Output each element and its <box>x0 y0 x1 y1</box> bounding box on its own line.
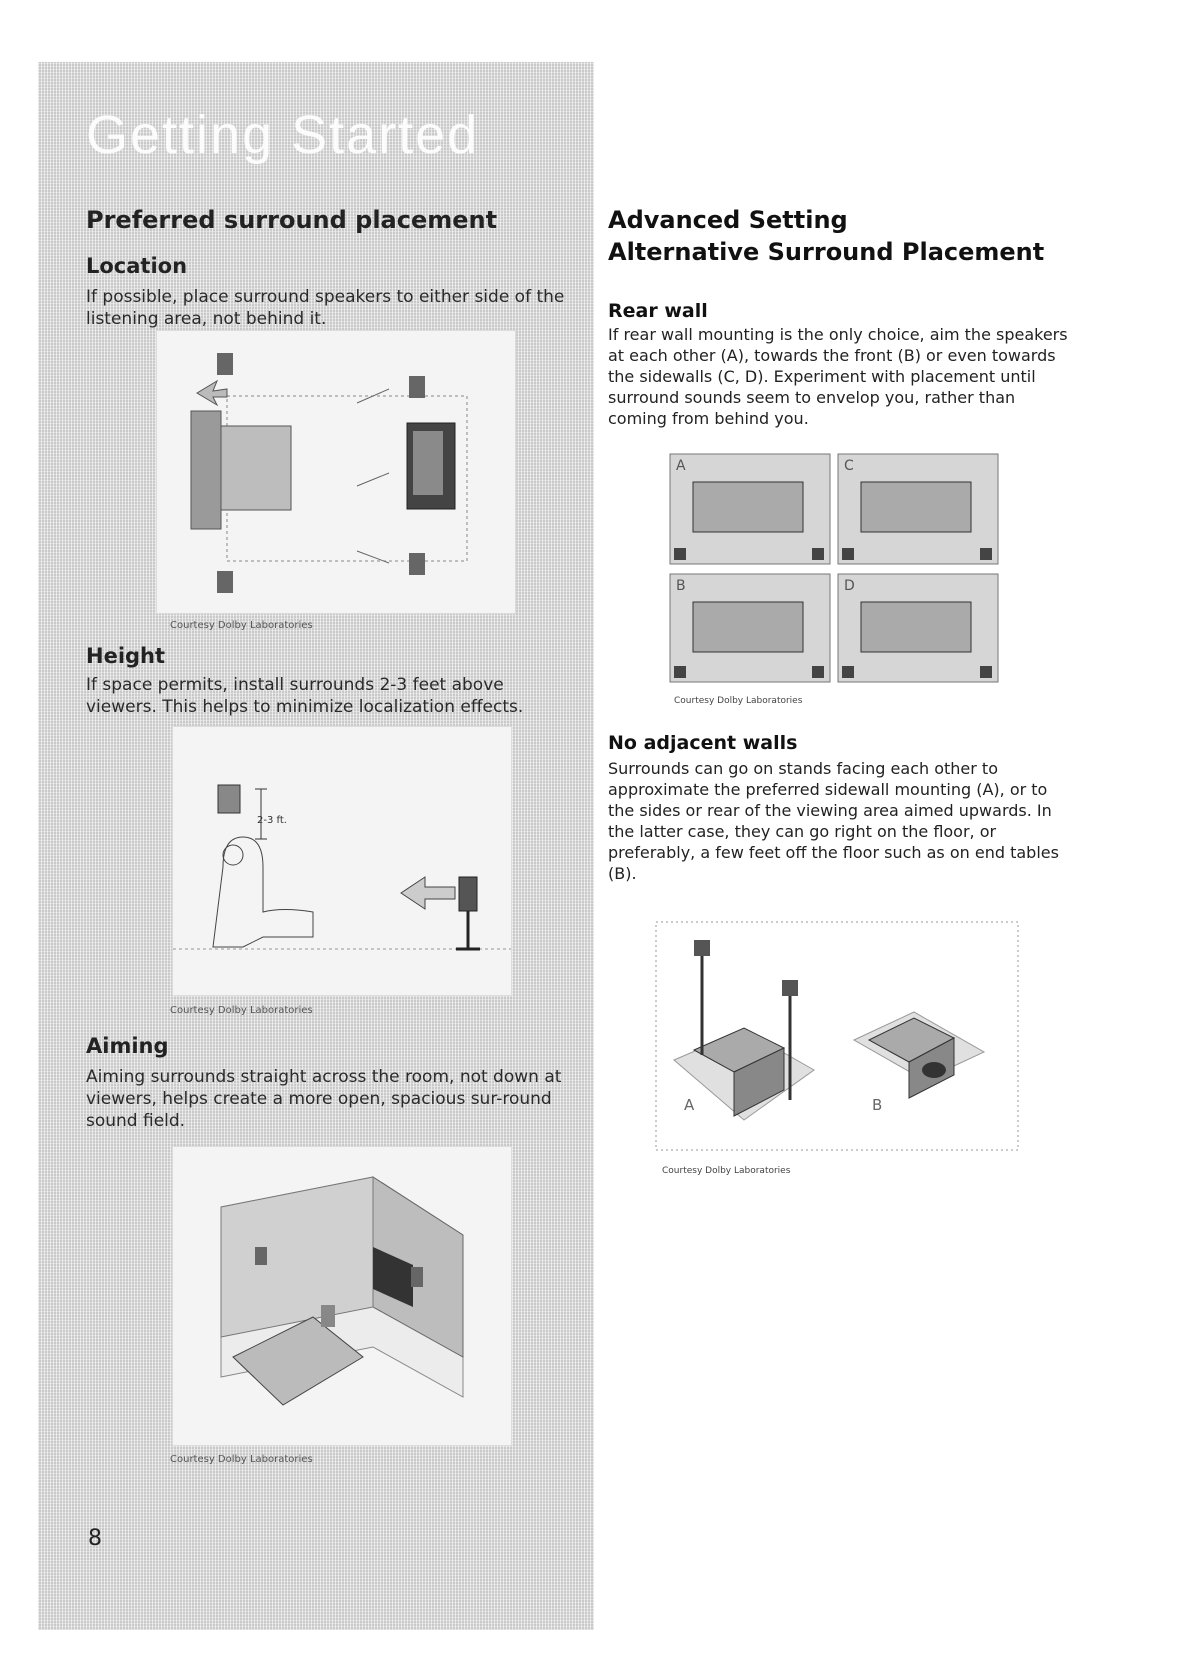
tile-label-a: A <box>676 458 686 474</box>
aiming-text: Aiming surrounds straight across the room, not down at viewers, helps create a more open, spacious sur-round sound field. <box>86 1067 562 1131</box>
figure-label-b: B <box>872 1096 883 1114</box>
tile-label-d: D <box>844 578 855 594</box>
location-illustration <box>156 330 516 614</box>
tile-label-c: C <box>844 458 854 474</box>
height-credit: Courtesy Dolby Laboratories <box>170 1005 313 1016</box>
height-text: If space permits, install surrounds 2-3 feet above viewers. This helps to minimize localization effects. <box>86 675 524 717</box>
no-adjacent-walls-text: Surrounds can go on stands facing each other to approximate the preferred sidewall mounting (A), or to the sides or rear of the viewing area aimed upwards. In the latter case, they can go right on the floor, or preferably, a few feet off the floor such as on end tables (B). <box>608 759 1059 883</box>
tile-label-b: B <box>676 578 686 594</box>
no-adjacent-walls-credit: Courtesy Dolby Laboratories <box>662 1166 791 1176</box>
height-measure-label: 2-3 ft. <box>257 815 287 826</box>
aiming-credit: Courtesy Dolby Laboratories <box>170 1454 313 1465</box>
main-heading-line2: Alternative Surround Placement <box>608 238 1045 266</box>
location-heading: Location <box>86 254 188 278</box>
rear-wall-heading: Rear wall <box>608 300 708 322</box>
aiming-illustration <box>172 1146 512 1446</box>
aiming-heading: Aiming <box>86 1034 169 1058</box>
height-illustration <box>172 726 512 996</box>
location-credit: Courtesy Dolby Laboratories <box>170 620 313 631</box>
no-adjacent-walls-figure <box>654 920 1020 1152</box>
sidebar-heading: Preferred surround placement <box>86 206 498 234</box>
section-title: Getting Started <box>86 105 480 165</box>
rear-wall-figure <box>668 452 1002 686</box>
rear-wall-text: If rear wall mounting is the only choice, aim the speakers at each other (A), towards the front (B) or even towards the sidewalls (C, D). Experiment with placement until surround sounds seem to envelop you, rather than coming from behind you. <box>608 325 1068 428</box>
no-adjacent-walls-heading: No adjacent walls <box>608 732 798 754</box>
page-number: 8 <box>88 1526 102 1551</box>
location-text: If possible, place surround speakers to either side of the listening area, not behind it. <box>86 287 565 329</box>
figure-label-a: A <box>684 1096 695 1114</box>
main-heading-line1: Advanced Setting <box>608 206 848 234</box>
height-heading: Height <box>86 644 166 668</box>
rear-wall-credit: Courtesy Dolby Laboratories <box>674 696 803 706</box>
